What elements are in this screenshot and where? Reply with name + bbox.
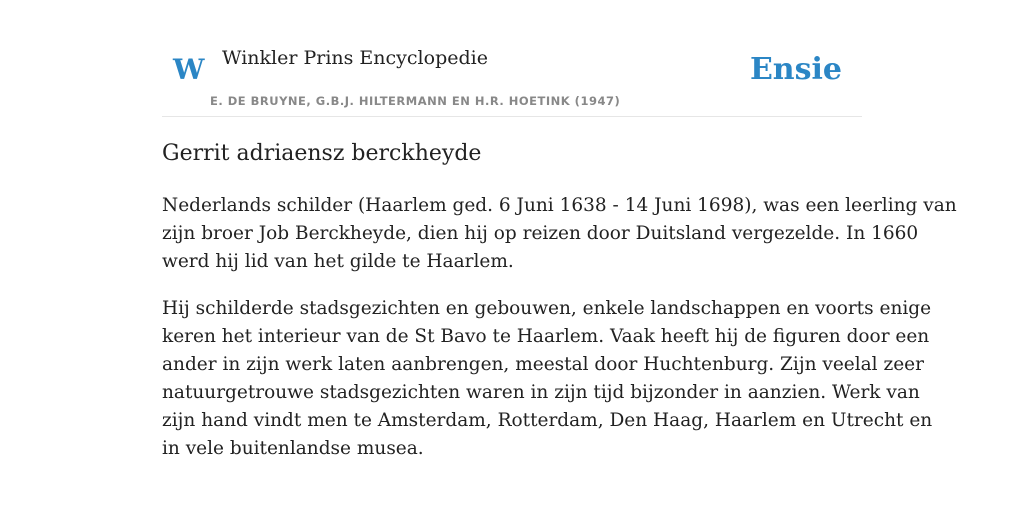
article-title: Gerrit adriaensz berckheyde — [162, 141, 482, 166]
paragraph-line: Nederlands schilder (Haarlem ged. 6 Juni 1638 - 14 Juni 1698), was een leerling van — [162, 195, 957, 216]
paragraph-line: werd hij lid van het gilde te Haarlem. — [162, 251, 514, 272]
encyclopedia-title[interactable]: Winkler Prins Encyclopedie — [222, 47, 488, 69]
paragraph-line: zijn hand vindt men te Amsterdam, Rotterdam, Den Haag, Haarlem en Utrecht en — [162, 410, 933, 431]
article-paragraph-1 — [162, 192, 957, 276]
paragraph-line: zijn broer Job Berckheyde, dien hij op reizen door Duitsland vergezelde. In 1660 — [162, 223, 919, 244]
encyclopedia-header — [162, 0, 862, 117]
paragraph-line: in vele buitenlandse musea. — [162, 438, 424, 459]
encyclopedia-authors: E. DE BRUYNE, G.B.J. HILTERMANN EN H.R. HOETINK (1947) — [210, 94, 621, 108]
paragraph-line: Hij schilderde stadsgezichten en gebouwen, enkele landschappen en voorts enige — [162, 298, 932, 319]
paragraph-line: keren het interieur van de St Bavo te Haarlem. Vaak heeft hij de figuren door een — [162, 326, 930, 347]
article-paragraph-2 — [162, 295, 933, 463]
paragraph-line: ander in zijn werk laten aanbrengen, meestal door Huchtenburg. Zijn veelal zeer — [162, 354, 924, 375]
winkler-prins-logo[interactable]: W — [173, 53, 205, 86]
paragraph-line: natuurgetrouwe stadsgezichten waren in zijn tijd bijzonder in aanzien. Werk van — [162, 382, 920, 403]
ensie-brand-logo[interactable]: Ensie — [749, 52, 842, 87]
